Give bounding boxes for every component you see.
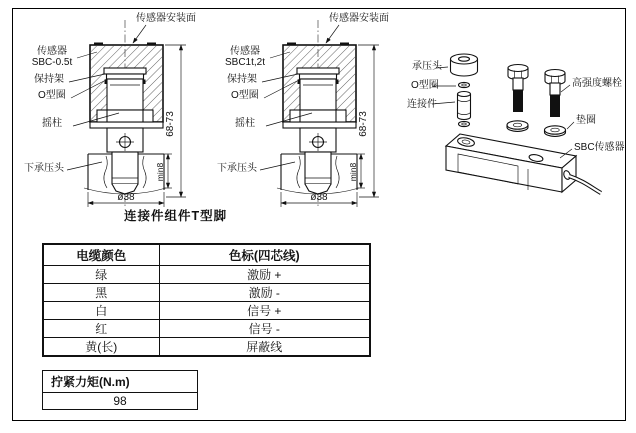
table-header-row (43, 244, 370, 266)
table-row (43, 302, 370, 320)
mount-surface-label: 传感器安装面 (136, 13, 196, 24)
assembly-caption: 连接件组件T型脚 (124, 209, 228, 223)
bolt-part-2 (545, 70, 565, 118)
cross-section-diagram-left (20, 12, 210, 212)
rocker-pillar-label: 摇柱 (42, 118, 62, 129)
o-ring-label: O型圈 (38, 90, 66, 101)
exploded-view-diagram (400, 42, 628, 200)
o-ring-part-bottom (459, 121, 470, 126)
sensor-model-label (24, 46, 80, 68)
color-code-cell: 信号 + (159, 302, 370, 320)
cable-color-cell: 绿 (43, 266, 159, 284)
table-row (43, 320, 370, 338)
connector-label: 连接件 (407, 99, 437, 110)
color-code-cell: 屏蔽线 (159, 338, 370, 357)
sensor-label-line2: SBC-0.5t (31, 57, 73, 68)
dimension-diameter (281, 192, 357, 207)
lower-bearing-head-label: 下承压头 (24, 163, 64, 174)
rocker-pillar (300, 128, 336, 194)
column-header-color-code: 色标(四芯线) (159, 244, 370, 266)
cross-section-drawing (213, 12, 403, 212)
bolt-part-1 (508, 65, 528, 113)
table-row (43, 338, 370, 357)
sensor-model-label (217, 46, 273, 68)
diameter-dimension: ø38 (117, 192, 135, 203)
sensor-label-line1: 传感器 (230, 46, 260, 57)
sensor-label-line2: SBC1t,2t (224, 57, 266, 68)
cross-section-diagram-middle (213, 12, 403, 212)
torque-table (42, 370, 198, 410)
cable-color-cell: 黄(长) (43, 338, 159, 357)
cable-color-cell: 黑 (43, 284, 159, 302)
color-code-cell: 激励 - (159, 284, 370, 302)
color-code-cell: 信号 - (159, 320, 370, 338)
mount-surface-label: 传感器安装面 (329, 13, 389, 24)
rocker-pillar-label: 摇柱 (235, 118, 255, 129)
torque-value-row (43, 393, 198, 410)
cross-section-drawing (20, 12, 210, 212)
torque-header-row (43, 371, 198, 393)
table-row (43, 266, 370, 284)
washer-part-1 (507, 121, 528, 132)
height-dimension: 68-73 (165, 111, 176, 137)
washer-label: 垫圈 (576, 115, 596, 126)
table-row (43, 284, 370, 302)
washer-part-2 (545, 126, 566, 137)
sensor-label-line1: 传感器 (37, 46, 67, 57)
connector-part (458, 92, 471, 120)
rocker-pillar (107, 128, 143, 194)
torque-value: 98 (43, 393, 198, 410)
retainer-label: 保持架 (34, 74, 64, 85)
height-dimension: 68-73 (358, 111, 369, 137)
dimension-diameter (88, 192, 164, 207)
min-depth-dimension: min8 (348, 162, 358, 182)
cable-color-cell: 白 (43, 302, 159, 320)
cable-color-table (42, 243, 371, 357)
o-ring-part-top (459, 82, 470, 87)
retainer-label: 保持架 (227, 74, 257, 85)
bearing-head-label: 承压头 (412, 61, 442, 72)
cable-color-cell: 红 (43, 320, 159, 338)
column-header-cable-color: 电缆颜色 (43, 244, 159, 266)
o-ring-label: O型圈 (231, 90, 259, 101)
lower-bearing-head-label: 下承压头 (217, 163, 257, 174)
diameter-dimension: ø38 (310, 192, 328, 203)
bearing-head-part (451, 54, 478, 76)
high-strength-bolt-label: 高强度螺栓 (572, 78, 622, 89)
min-depth-dimension: min8 (155, 162, 165, 182)
sbc-sensor-label: SBC传感器 (574, 142, 625, 153)
torque-header: 拧紧力矩(N.m) (43, 371, 198, 393)
color-code-cell: 激励 + (159, 266, 370, 284)
o-ring-label: O型圈 (411, 80, 439, 91)
